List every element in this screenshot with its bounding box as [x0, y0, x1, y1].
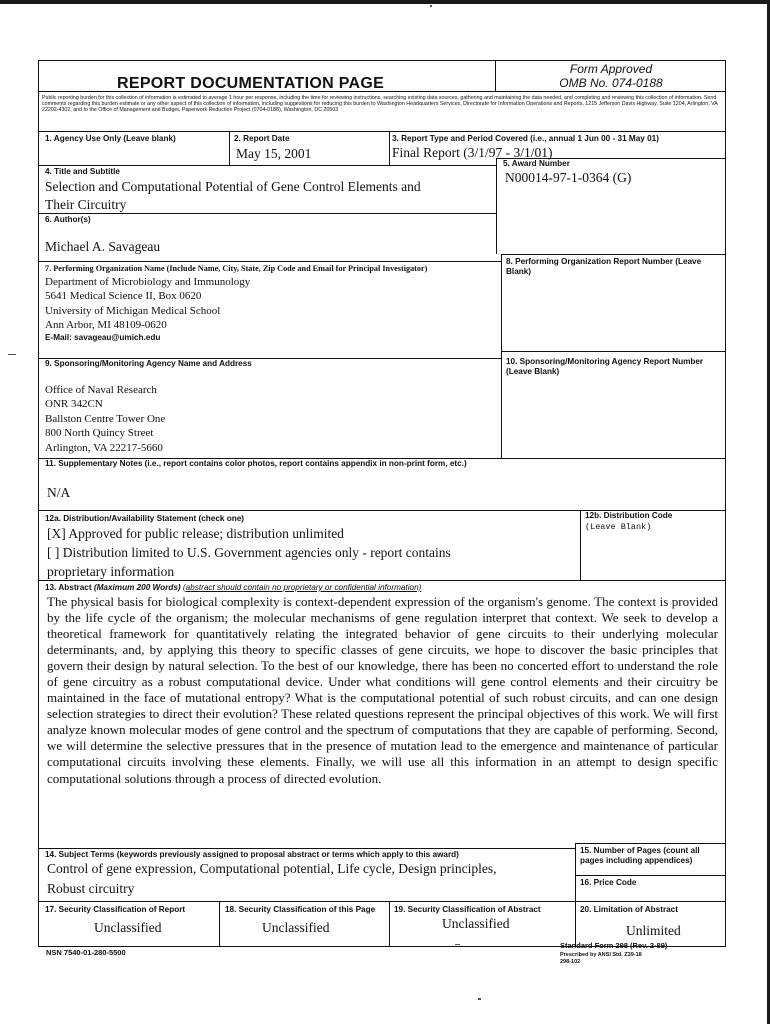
authors-value: Michael A. Savageau — [45, 238, 161, 254]
field-supplementary-notes — [39, 458, 726, 510]
scan-mark — [430, 5, 432, 7]
title-label: 4. Title and Subtitle — [45, 167, 120, 176]
burden-notice: Public reporting burden for this collection of information is estimated to average 1 hour per response, including the time for reviewing instructions, searching existing data sources, gathering and maintaining the data needed, and completing and reviewing this collection of information. Send comments regarding this burden estimate or any other aspect of this collection of information, including suggestions for reducing this burden to Washington Headquarters Services, Directorate for Information Operations and Reports, 1215 Jefferson Davis Highway, Suite 1204, Arlington, VA 22202-4302, and to the Office of Management and Budget, Paperwork Reduction Project (0704-0188), Washington, DC 20503 — [42, 95, 718, 114]
distribution-label-note: (check one) — [198, 514, 244, 523]
abstract-label: 13. Abstract — [45, 583, 92, 592]
sec-abstract-label: 19. Security Classification of Abstract — [394, 905, 541, 914]
burden-divider — [39, 91, 726, 92]
field-sponsoring-report-number — [501, 351, 726, 458]
field-performing-organization — [39, 261, 501, 358]
sponsoring-report-label: 10. Sponsoring/Monitoring Agency Report Number (Leave Blank) — [506, 357, 704, 376]
agency-use-label: 1. Agency Use Only (Leave blank) — [45, 134, 176, 143]
field-sponsoring-agency — [39, 358, 501, 458]
performing-org-email: E-Mail: savageau@umich.edu — [45, 332, 161, 342]
field-report-date — [229, 131, 389, 165]
sponsoring-line: Arlington, VA 22217-5660 — [45, 441, 163, 454]
field-number-of-pages — [575, 843, 726, 875]
form-frame — [38, 60, 726, 947]
performing-report-label: 8. Performing Organization Report Number (Leave Blank) — [506, 257, 702, 276]
sponsoring-line: Ballston Centre Tower One — [45, 412, 166, 425]
report-date-value: May 15, 2001 — [236, 145, 312, 161]
limitation-label: 20. Limitation of Abstract — [580, 905, 678, 914]
distribution-code-label: 12b. Distribution Code — [585, 511, 673, 520]
report-date-label: 2. Report Date — [234, 134, 290, 143]
omb-number: OMB No. 074-0188 — [559, 76, 663, 90]
sec-page-label: 18. Security Classification of this Page — [225, 905, 376, 914]
field-security-report — [39, 901, 219, 947]
sec-report-value: Unclassified — [94, 919, 162, 935]
num-pages-label: 15. Number of Pages (count all pages including appendices) — [580, 846, 700, 865]
field-performing-report-number — [501, 254, 726, 351]
sec-report-label: 17. Security Classification of Report — [45, 905, 186, 914]
sec-abstract-value: Unclassified — [442, 915, 510, 931]
field-security-page — [219, 901, 389, 947]
field-abstract — [39, 580, 726, 848]
performing-org-line: University of Michigan Medical School — [45, 304, 221, 317]
scan-mark — [8, 354, 16, 355]
performing-org-label: 7. Performing Organization Name (Include Name, City, State, Zip Code and Email for Principal Investigator) — [45, 264, 428, 273]
field-price-code — [575, 875, 726, 901]
distribution-option-limited: [ ] Distribution limited to U.S. Government agencies only - report contains — [47, 544, 451, 560]
form-approved-label: Form Approved — [569, 62, 653, 76]
field-title — [39, 165, 496, 213]
award-value: N00014-97-1-0364 (G) — [505, 169, 632, 185]
price-code-label: 16. Price Code — [580, 878, 637, 887]
distribution-label: 12a. Distribution/Availability Statement — [45, 514, 197, 523]
standard-form: Standard Form 298 (Rev. 2-89) — [560, 941, 668, 950]
sponsoring-line: 800 North Quincy Street — [45, 427, 154, 439]
report-type-label: 3. Report Type and Period Covered (i.e., annual 1 Jun 00 - 31 May 01) — [392, 134, 659, 143]
scan-edge-top — [0, 0, 770, 4]
sponsoring-line: Office of Naval Research — [45, 383, 157, 396]
subject-terms-line-1: Control of gene expression, Computational potential, Life cycle, Design principles, — [47, 860, 497, 876]
subject-terms-line-2: Robust circuitry — [47, 880, 135, 896]
limitation-value: Unlimited — [626, 922, 681, 938]
sponsoring-line: ONR 342CN — [45, 398, 103, 410]
field-award-number — [496, 158, 726, 254]
supplementary-value: N/A — [47, 484, 71, 500]
supplementary-label: 11. Supplementary Notes (i.e., report contains color photos, report contains appendix in non-print form, etc.) — [45, 459, 467, 468]
scan-mark — [478, 998, 481, 1000]
nsn-number: NSN 7540-01-280-5500 — [46, 948, 126, 957]
sec-page-value: Unclassified — [262, 919, 330, 935]
field-subject-terms — [39, 848, 575, 901]
report-type-value: Final Report (3/1/97 - 3/1/01) — [392, 144, 553, 160]
abstract-label-max: (Maximum 200 Words) — [93, 583, 181, 592]
form-approved-box — [495, 61, 726, 91]
subject-terms-label: 14. Subject Terms (keywords previously assigned to proposal abstract or terms which apply to this award) — [45, 850, 459, 859]
title-line-1: Selection and Computational Potential of Gene Control Elements and — [45, 178, 421, 194]
field-agency-use — [39, 131, 229, 165]
sponsoring-label: 9. Sponsoring/Monitoring Agency Name and Address — [45, 359, 252, 368]
field-distribution-code — [580, 510, 726, 580]
distribution-code-value: (Leave Blank) — [585, 521, 652, 532]
distribution-option-limited-cont: proprietary information — [47, 563, 175, 579]
distribution-option-public: [X] Approved for public release; distribution unlimited — [47, 525, 344, 541]
field-security-abstract — [389, 901, 575, 947]
form-code: 298-102 — [560, 959, 581, 965]
prescribed-by: Prescribed by ANSI Std. Z39-18 — [560, 952, 642, 958]
award-label: 5. Award Number — [503, 159, 570, 168]
abstract-text: The physical basis for biological complexity is context-dependent expression of the organism's genome. The context is provided by the life cycle of the organism; the molecular mechanisms of gene regulation interpret that context. We seek to develop a theoretical framework for quantitatively relating the integrated behavior of gene circuits to their underlying molecular determinants, and, by applying this theory to specific classes of gene circuits, we hope to discover the basic principles that govern their design by natural selection. To the best of our knowledge, there has been no concerted effort to understand the role of gene circuitry as a robust computational device. Under what conditions will gene control elements and their circuitry be maintained in the face of mutational entropy? What is the computational potential of such robust circuits, and can one design selection strategies to direct their evolution? These related questions represent the principal objectives of this work. We will first analyze known molecular modes of gene control and the spectrum of computations that they are capable of performing. Second, we will determine the selective pressures that in the presence of mutation lead to the emergence and maintenance of particular computational circuits involving these elements. Finally, we will use all this information in an attempt to design specific computational solutions through a process of directed evolution. — [47, 593, 718, 786]
title-line-2: Their Circuitry — [45, 196, 127, 212]
distribution-label-row — [39, 511, 580, 524]
abstract-label-note: (abstract should contain no proprietary or confidential information) — [182, 583, 422, 592]
abstract-label-row — [39, 581, 726, 593]
performing-org-line: Department of Microbiology and Immunology — [45, 275, 251, 288]
performing-org-line: Ann Arbor, MI 48109-0620 — [45, 319, 167, 331]
page-title: REPORT DOCUMENTATION PAGE — [117, 75, 385, 92]
field-distribution-statement — [39, 510, 580, 580]
field-authors — [39, 213, 496, 261]
performing-org-line: 5641 Medical Science II, Box 0620 — [45, 290, 202, 302]
authors-label: 6. Author(s) — [45, 215, 91, 224]
